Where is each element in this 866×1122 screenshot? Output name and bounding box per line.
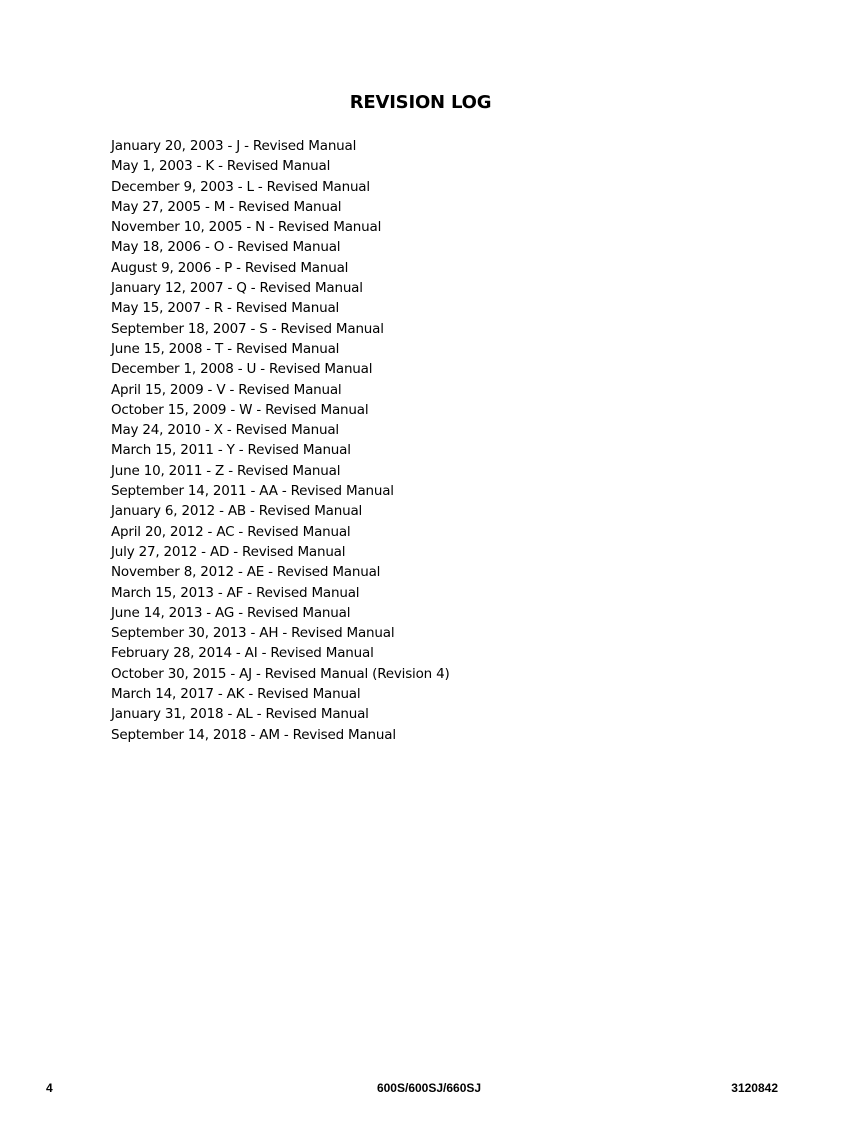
revision-entry: March 14, 2017 - AK - Revised Manual <box>111 686 361 703</box>
revision-entry: September 30, 2013 - AH - Revised Manual <box>111 625 395 642</box>
revision-entry: January 20, 2003 - J - Revised Manual <box>111 138 357 154</box>
revision-entry: October 15, 2009 - W - Revised Manual <box>111 401 369 418</box>
page-title: REVISION LOG <box>349 92 492 113</box>
footer-document-number: 3120842 <box>731 1081 778 1095</box>
revision-entry: March 15, 2011 - Y - Revised Manual <box>111 442 351 459</box>
revision-entry: February 28, 2014 - AI - Revised Manual <box>111 645 374 662</box>
revision-entry: January 12, 2007 - Q - Revised Manual <box>111 280 363 297</box>
revision-entry: August 9, 2006 - P - Revised Manual <box>111 259 349 276</box>
revision-entry: May 24, 2010 - X - Revised Manual <box>111 422 339 439</box>
revision-entry: January 6, 2012 - AB - Revised Manual <box>111 503 363 520</box>
revision-entry: November 8, 2012 - AE - Revised Manual <box>111 564 381 581</box>
revision-entry: December 1, 2008 - U - Revised Manual <box>111 361 373 378</box>
revision-entry: September 14, 2011 - AA - Revised Manual <box>111 483 394 500</box>
revision-entry: May 27, 2005 - M - Revised Manual <box>111 198 342 215</box>
revision-entry: June 10, 2011 - Z - Revised Manual <box>111 462 341 479</box>
revision-entry: March 15, 2013 - AF - Revised Manual <box>111 584 360 601</box>
revision-entry: November 10, 2005 - N - Revised Manual <box>111 219 382 236</box>
revision-entry: January 31, 2018 - AL - Revised Manual <box>111 706 369 723</box>
revision-list <box>111 136 450 745</box>
revision-entry: April 15, 2009 - V - Revised Manual <box>111 381 342 398</box>
revision-entry: December 9, 2003 - L - Revised Manual <box>111 178 370 195</box>
revision-entry: July 27, 2012 - AD - Revised Manual <box>111 543 346 560</box>
revision-entry: May 18, 2006 - O - Revised Manual <box>111 239 341 256</box>
revision-entry: June 14, 2013 - AG - Revised Manual <box>111 604 351 621</box>
revision-entry: June 15, 2008 - T - Revised Manual <box>111 340 340 357</box>
revision-entry: May 1, 2003 - K - Revised Manual <box>111 158 331 175</box>
revision-entry: October 30, 2015 - AJ - Revised Manual (Revision 4) <box>111 665 450 682</box>
footer-model: 600S/600SJ/660SJ <box>376 1081 482 1095</box>
revision-entry: September 14, 2018 - AM - Revised Manual <box>111 726 396 743</box>
revision-entry: April 20, 2012 - AC - Revised Manual <box>111 523 351 540</box>
revision-entry: September 18, 2007 - S - Revised Manual <box>111 320 384 337</box>
footer-page-number: 4 <box>46 1081 53 1095</box>
revision-entry: May 15, 2007 - R - Revised Manual <box>111 300 340 317</box>
